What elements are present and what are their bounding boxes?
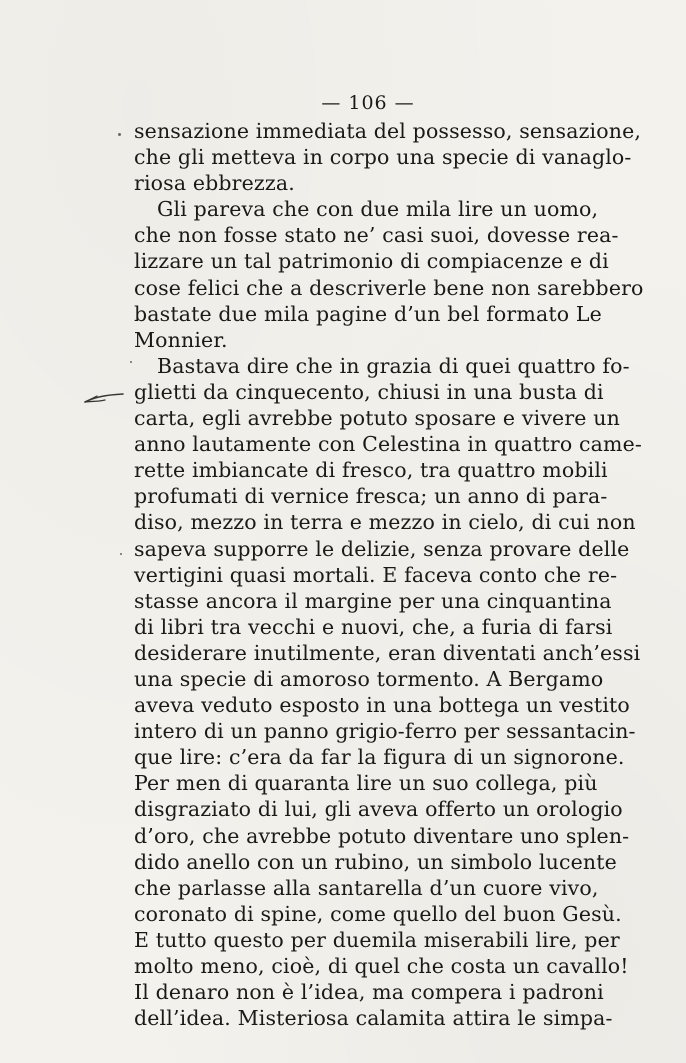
paper-speck [120, 553, 122, 555]
text-line: profumati di vernice fresca; un anno di para- [134, 484, 608, 509]
text-line: glietti da cinquecento, chiusi in una busta di [134, 379, 604, 404]
text-line: que lire: c’era da far la figura di un signorone. [134, 745, 625, 770]
text-line: dell’idea. Misteriosa calamita attira le simpa- [134, 1006, 613, 1031]
text-line: Bastava dire che in grazia di quei quattro fo- [157, 353, 630, 378]
page-number: — 106 — [321, 92, 415, 114]
text-line: Gli pareva che con due mila lire un uomo, [157, 197, 599, 222]
text-line: che gli metteva in corpo una specie di vanaglo- [134, 145, 632, 170]
text-line: stasse ancora il margine per una cinquantina [134, 588, 612, 613]
text-line: sensazione immediata del possesso, sensazione, [134, 119, 642, 143]
text-line: intero di un panno grigio-ferro per sessantacin- [134, 719, 636, 744]
text-line: aveva veduto esposto in una bottega un vestito [134, 693, 630, 718]
paper-speck [130, 361, 132, 363]
text-line: d’oro, che avrebbe potuto diventare uno splen- [134, 823, 630, 848]
text-line: bastate due mila pagine d’un bel formato Le [134, 301, 602, 326]
text-line: riosa ebbrezza. [134, 171, 295, 196]
text-line: cose felici che a descriverle bene non sarebbero [134, 275, 644, 300]
pencil-margin-mark [83, 388, 127, 410]
text-line: diso, mezzo in terra e mezzo in cielo, di cui non [134, 510, 636, 535]
text-line: rette imbiancate di fresco, tra quattro mobili [134, 458, 608, 483]
text-line: E tutto questo per duemila miserabili lire, per [134, 927, 620, 952]
text-line: carta, egli avrebbe potuto sposare e vivere un [134, 406, 620, 431]
text-line: coronato di spine, come quello del buon Gesù. [134, 901, 622, 926]
text-line: che non fosse stato ne’ casi suoi, dovesse rea- [134, 223, 619, 248]
paper-speck [118, 133, 121, 136]
text-line: anno lautamente con Celestina in quattro came- [134, 432, 642, 457]
text-line: dido anello con un rubino, un simbolo lucente [134, 849, 617, 874]
text-line: che parlasse alla santarella d’un cuore vivo, [134, 875, 599, 900]
text-line: vertigini quasi mortali. E faceva conto che re- [134, 562, 618, 587]
text-line: lizzare un tal patrimonio di compiacenze e di [134, 249, 609, 274]
text-line: Per men di quaranta lire un suo collega, più [134, 771, 598, 796]
text-line: desiderare inutilmente, eran diventati anch’essi [134, 640, 641, 665]
text-line: sapeva supporre le delizie, senza provare delle [134, 536, 630, 561]
text-line: di libri tra vecchi e nuovi, che, a furia di farsi [134, 614, 613, 639]
text-line: Monnier. [134, 327, 228, 352]
text-line: disgraziato di lui, gli aveva offerto un orologio [134, 797, 623, 822]
text-line: Il denaro non è l’idea, ma compera i padroni [134, 980, 604, 1005]
text-line: una specie di amoroso tormento. A Bergamo [134, 666, 604, 691]
text-line: molto meno, cioè, di quel che costa un cavallo! [134, 954, 629, 978]
body-text [134, 118, 644, 1031]
